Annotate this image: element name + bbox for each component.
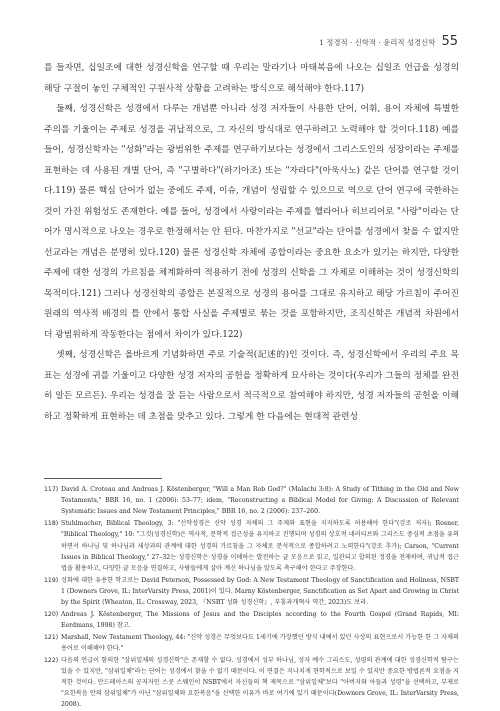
footnote-text: 다음의 언급이 함의한 "삼위일체의 성경신학"은 존재할 수 없다. 성경에서 성부 하나님, 성자 예수 그리스도, 성령의 관계에 대한 성경신학적 탐구는 있을 수 있지만, "삼위일체"라는 단어는 성경에서 찾을 수 없기 때문이다. 이 연결은 지나치게 현학적으로 보일 수 있지만 중요한 방법론적 요점을 지적한 것이다. 안드레아스의 공저자인 스콧 스웨인이 NSBT에서 자신들의 책 제목으로 "삼위일체"보다 "아버지와 아들과 성령"을 선택하고, 부제로 "요한복음 안의 삼위일체"가 아닌 "삼위일체와 요한복음"을 선택한 이유가 바로 여기에 있기 때문이다(Downers Grove, IL: InterVarsity Press, 2008). (61, 656, 459, 709)
footnote-text: David A. Croteau and Andreas J. Köstenberger, "Will a Man Rob God?" (Malachi 3:8): A Study of Tithing in the Old and New Testaments," BBR 16, no. 1 (2006): 53–77; idem, "Reconstructing a Biblical Model for Giving: A Discussion of Relevant Systematic Issues and New Testament Principles," BBR 16, no. 2 (2006): 237–260. (61, 486, 459, 516)
footnote-number: 119) (44, 576, 59, 584)
footnotes (44, 484, 459, 711)
footnote-number: 122) (44, 656, 59, 664)
footnote (44, 484, 459, 518)
footnote-text: Stuhlmacher, Biblical Theology, 3: "신약성경은 신약 성경 자체의 그 주제와 표현을 지지하도록 허용해야 한다"(강조 저자); Rosner, "Biblical Theology," 10: "그것(성경신학)은 역사적, 문학적 접근성을 유지하고 진행되며 성경의 상호적 네러티브와 그리스도 중심적 초점을 유의하면서 하나님 및 하나님과 세상과의 관계에 대한 성경의 가르침을 그 자체로 분석적으로 종합하려고 노력한다"(강조 추가); Carson, "Current Issues in Biblical Theology," 27–32는 성경신학은 성경을 이해하는 발전하는 글 모음으로 읽고, 일관되고 합의된 정경을 전제하며, 귀납적 접근법을 활용하고, 다양한 글 모음을 연결하고, 사람들에게 살아 계신 하나님을 알도록 촉구해야 한다고 주장한다. (61, 520, 459, 572)
chapter-title: 1 정경적 · 신학적 · 윤리적 성경신학 (319, 38, 436, 47)
footnote-number: 118) (44, 520, 59, 528)
footnote (44, 655, 459, 711)
footnote-number: 120) (44, 610, 59, 618)
body-paragraph: 둘째, 성경신학은 성경에서 다루는 개념뿐 아니라 성경 저자들이 사용한 단어, 어휘, 용어 자체에 특별한 주의를 기울이는 주제로 성경을 귀납적으로, 그 자신의 방식대로 연구하려고 노력해야 할 것이다.118) 예를 들어, 성경신학자는 "성화"라는 광범위한 주제를 연구하기보다는 성경에서 그리스도인의 성장이라는 주제를 표현하는 데 사용된 개별 단어, 즉 "구별하다"(하기아조) 또는 "자라다"(아욱사노) 같은 단어를 연구할 것이다.119) 물론 핵심 단어가 없는 중에도 주제, 이슈, 개념이 성립할 수 있으므로 역으로 단어 연구에 국한하는 것이 가진 위험성도 존재한다. 예를 들어, 성경에서 사랑이라는 주제를 헬라어나 히브리어로 "사랑"이라는 단어가 명시적으로 나오는 경우로 한정해서는 안 된다. 마찬가지로 "선교"라는 단어를 성경에서 찾을 수 없지만 선교라는 개념은 분명히 있다.120) 물론 성경신학 자체에 종합이라는 중요한 요소가 있기는 하지만, 다양한 주제에 대한 성경의 가르침을 체계화하여 적용하기 전에 성경의 신학을 그 자체로 이해하는 것이 성경신학의 목적이다.121) 그러나 성경신학의 종합은 본질적으로 성경의 용어를 그대로 유지하고 해당 가르침이 주어진 원래의 역사적 배경의 틀 안에서 통합 사실을 주제별로 묶는 것을 포함하지만, 조직신학은 개념적 차원에서 더 광범위하게 작동한다는 점에서 차이가 있다.122) (44, 104, 459, 340)
footnote-number: 117) (44, 486, 59, 493)
page-number: 55 (441, 34, 458, 49)
body-paragraph: 셋째, 성경신학은 올바르게 기념화하면 주로 기술적(記述的)인 것이다. 즉, 성경신학에서 우리의 주요 목표는 성경에 귀를 기울이고 다양한 성경 저자의 공헌을 정확하게 묘사하는 것이다(우리가 그들의 정체를 완전히 알든 모르든). 우리는 성경을 잘 듣는 사람으로서 적극적으로 참여해야 하지만, 성경 저자들의 공헌을 이해하고 정확하게 표현하는 데 초점을 맞추고 있다. 그렇게 한 다음에는 현대적 관련성 (44, 350, 459, 422)
body-paragraph: 를 들자면, 십일조에 대한 성경신학을 연구할 때 우리는 말라기나 마태복음에 나오는 십일조 언급을 성경의 해당 구절이 놓인 구체적인 구원사적 상황을 고려하는 방식으로 해석해야 한다.117) (44, 63, 459, 94)
footnote-text: 성화에 대한 유용한 학고로는 David Peterson, Possessed by God: A New Testament Theology of Sanctification and Holiness, NSBT 1 (Downers Grove, IL: InterVarsity Press, 2001)이 있다. Marny Köstenberger, Sanctification as Set Apart and Growing in Christ by the Spirit (Wheaton, IL: Crossway, 2023, 『NSBT 성화 성경신학』, 부흥과개혁사 역간, 2023)도 보라. (61, 576, 459, 607)
footnote (44, 609, 459, 631)
footnote (44, 518, 459, 574)
footnote-text: Marshall, New Testament Theology, 44: "신약 성경은 무엇보다도 1세기에 가장했던 방식 내에서 있던 사상의 표현으로서 가능한 한 그 자체의 용어로 이해해야 한다." (61, 633, 459, 652)
footnote-divider (44, 478, 162, 479)
footnote (44, 575, 459, 609)
body-text (44, 58, 459, 427)
running-header (319, 34, 458, 49)
footnote-number: 121) (44, 633, 59, 641)
footnote-text: Andreas J. Köstenberger, The Missions of Jesus and the Disciples according to the Fourth Gospel (Grand Rapids, MI: Eerdmans, 1998) 참고. (61, 610, 459, 629)
footnote (44, 632, 459, 654)
